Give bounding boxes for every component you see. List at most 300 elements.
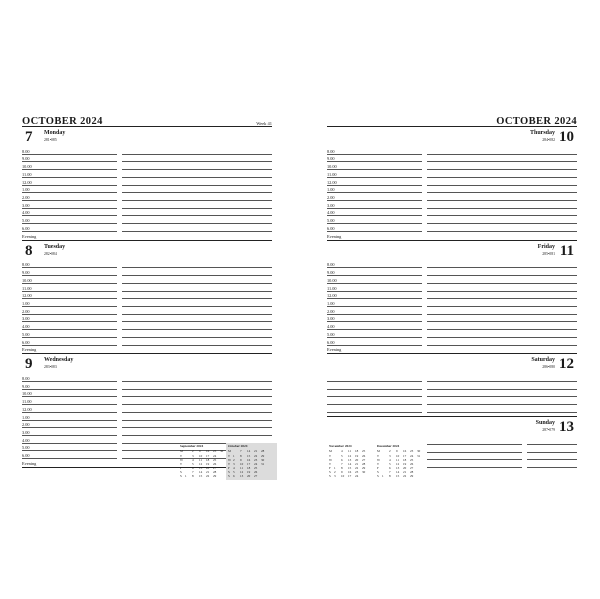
mini-calendar-november [329,444,376,479]
day-header [327,127,577,147]
calendar-day: 30 [362,470,366,475]
day-of-year: 283•083 [44,365,57,370]
time-label: 10.00 [327,164,337,170]
calendar-day: 29 [213,474,217,479]
calendar-day: 10 [341,474,345,479]
calendar-day: 11 [199,457,203,462]
calendar-day: 31 [417,453,421,458]
time-label: 2.00 [22,422,30,428]
day-of-year: 281•085 [44,138,57,142]
calendar-day: 23 [355,470,359,475]
note-line [427,445,577,453]
calendar-day: 16 [206,449,210,454]
calendar-day: 5 [389,461,391,466]
weekday-letter: T [228,461,230,466]
time-label: 4.00 [22,324,30,330]
time-slot-row [22,232,272,240]
calendar-day: 20 [247,474,251,479]
time-slot-row [327,209,577,217]
time-slot-row [22,346,272,354]
time-label: 11.00 [327,285,337,291]
calendar-day: 2 [334,470,336,475]
time-slot-row [327,232,577,240]
calendar-day: 9 [341,470,343,475]
calendar-day: 15 [199,474,203,479]
weekday-letter: W [377,457,381,462]
time-slot-row [327,330,577,338]
calendar-day: 22 [254,453,258,458]
right-page [327,100,577,471]
time-label: 9.00 [327,156,335,162]
day-name: Monday [44,130,66,136]
calendar-day: 5 [341,453,343,458]
time-slots [22,261,272,354]
time-label: 12.00 [327,179,337,185]
weekday-letter: M [329,449,332,454]
time-slot-row [22,193,272,201]
time-slot-row [22,201,272,209]
weekday-letter: T [329,461,331,466]
calendar-day: 12 [396,461,400,466]
day-number: 7 [25,129,33,145]
time-label: 11.00 [22,399,32,405]
weekday-letter: T [180,461,182,466]
time-label: 12.00 [22,293,32,299]
calendar-day: 3 [389,453,391,458]
time-slot-row [327,276,577,284]
calendar-day: 3 [233,461,235,466]
mini-calendar-grid [329,449,376,478]
time-slot-row [327,162,577,170]
time-label: 5.00 [327,331,335,337]
day-block [22,127,272,241]
calendar-day: 15 [247,453,251,458]
time-slot-row [22,397,272,405]
calendar-day: 8 [341,466,343,471]
mini-calendar-grid [228,449,275,478]
day-header [22,354,272,374]
day-header [327,417,577,437]
calendar-day: 11 [348,449,352,454]
calendar-day: 13 [199,466,203,471]
weekday-letter: W [329,457,333,462]
calendar-day: 19 [247,470,251,475]
time-slot-row [22,390,272,398]
calendar-day: 26 [213,461,217,466]
day-header [327,241,577,261]
calendar-day: 30 [417,449,421,454]
time-label: 8.00 [22,148,30,154]
mini-calendar-september [180,444,227,479]
weekday-letter: F [228,466,230,471]
calendar-day: 28 [213,470,217,475]
time-slot-row [327,178,577,186]
calendar-day: 21 [403,470,407,475]
time-slots [327,147,577,240]
weekday-letter: F [329,466,331,471]
note-line [327,382,577,390]
day-block [327,241,577,355]
calendar-day: 8 [389,474,391,479]
time-label: 6.00 [22,225,30,231]
calendar-day: 11 [396,457,400,462]
calendar-day: 25 [213,457,217,462]
time-label: 5.00 [22,218,30,224]
time-label: 3.00 [22,316,30,322]
time-label: 6.00 [327,225,335,231]
note-line [327,405,577,413]
day-name: Sunday [535,420,555,427]
day-number: 8 [25,242,33,259]
weekday-letter: M [180,449,183,454]
time-label: 10.00 [327,277,337,283]
calendar-day: 7 [341,461,343,466]
day-header [327,354,577,374]
calendar-day: 24 [254,461,258,466]
calendar-day: 9 [199,449,201,454]
time-slot-row [327,170,577,178]
time-slot-row [22,307,272,315]
calendar-day: 27 [410,466,414,471]
calendar-day: 30 [261,457,265,462]
calendar-day: 2 [233,457,235,462]
calendar-day [362,474,369,478]
time-slot-row [22,330,272,338]
mini-calendar-grid [180,449,227,478]
time-slot-row [327,299,577,307]
time-slot-row [22,315,272,323]
calendar-day [261,474,268,478]
time-slot-row [22,338,272,346]
calendar-day: 19 [403,461,407,466]
calendar-day: 12 [240,470,244,475]
calendar-day: 12 [348,453,352,458]
time-slot-row [327,216,577,224]
calendar-day [369,474,376,478]
time-label: 1.00 [327,187,335,193]
calendar-day: 24 [355,474,359,479]
calendar-day: 6 [192,466,194,471]
time-label: 8.00 [327,148,335,154]
time-slot-row [22,155,272,163]
day-of-year: 286•080 [542,365,555,370]
calendar-day: 17 [206,453,210,458]
day-block [22,241,272,355]
time-slot-row [22,224,272,232]
calendar-day: 22 [403,474,407,479]
month-title: OCTOBER 2024 [22,116,103,127]
time-slot-row [22,261,272,269]
calendar-day: 7 [240,449,242,454]
calendar-day: 16 [403,449,407,454]
calendar-day: 6 [233,474,235,479]
time-slot-row [327,292,577,300]
left-page [22,100,272,471]
time-slot-row [327,201,577,209]
time-label: 5.00 [22,445,30,451]
time-label: 3.00 [327,202,335,208]
calendar-day: 8 [192,474,194,479]
calendar-day: 29 [362,466,366,471]
time-label: 11.00 [327,171,337,177]
time-label: 10.00 [22,164,32,170]
time-label: 3.00 [22,430,30,435]
weekday-letter: T [180,453,182,458]
day-name: Wednesday [44,357,74,364]
calendar-day: 6 [389,466,391,471]
mini-calendar-october [226,443,277,480]
weekday-letter: S [377,474,379,479]
calendar-day: 27 [213,466,217,471]
time-label: 8.00 [327,262,335,268]
day-name: Tuesday [44,243,66,250]
time-label: 9.00 [22,156,30,162]
note-line [427,437,577,445]
calendar-day: 26 [410,461,414,466]
time-label: 10.00 [22,391,32,397]
note-line [427,453,577,461]
calendar-day: 22 [206,474,210,479]
month-title: OCTOBER 2024 [496,116,577,127]
time-slot-row [22,162,272,170]
weekday-letter: S [180,474,182,479]
calendar-day: 10 [396,453,400,458]
calendar-day: 19 [206,461,210,466]
calendar-day: 10 [199,453,203,458]
weekday-letter: W [180,457,184,462]
time-label: 9.00 [22,270,30,276]
time-label: 1.00 [22,187,30,193]
calendar-day: 13 [348,457,352,462]
calendar-day: 23 [254,457,258,462]
calendar-day: 1 [185,474,187,479]
calendar-day: 19 [355,453,359,458]
calendar-day: 29 [261,453,265,458]
time-slot-row [327,224,577,232]
calendar-day: 1 [382,474,384,479]
weekday-letter: F [180,466,182,471]
time-slot-row [22,292,272,300]
calendar-day: 15 [348,466,352,471]
time-label: 12.00 [22,179,32,185]
weekday-letter: S [329,470,331,475]
time-slot-row [22,178,272,186]
calendar-day: 17 [403,453,407,458]
time-label: 12.00 [327,293,337,299]
time-label: 2.00 [22,308,30,314]
weekday-letter: S [329,474,331,479]
weekday-letter: W [228,457,232,462]
calendar-day: 4 [192,457,194,462]
weekday-letter: F [377,466,379,471]
time-label: 2.00 [22,195,30,201]
calendar-day: 4 [341,449,343,454]
note-lines [327,374,577,413]
day-number: 10 [559,129,574,145]
calendar-day: 21 [355,461,359,466]
day-name: Friday [537,243,555,250]
calendar-day: 15 [396,474,400,479]
time-label: 5.00 [327,218,335,224]
time-label: 6.00 [22,339,30,345]
time-slot-row [22,428,272,436]
calendar-day: 20 [403,466,407,471]
note-line [427,460,577,468]
time-slots [22,147,272,240]
time-slot-row [327,186,577,194]
time-label: Evening [22,233,37,239]
time-slot-row [327,338,577,346]
time-slot-row [22,374,272,382]
weekday-letter: S [228,470,230,475]
time-label: 12.00 [22,406,32,412]
day-block [327,354,577,417]
calendar-day: 18 [403,457,407,462]
calendar-day: 28 [261,449,265,454]
day-name: Saturday [531,357,555,364]
time-slot-row [327,346,577,354]
calendar-day [417,474,424,478]
time-slot-row [22,421,272,429]
calendar-day: 14 [348,461,352,466]
calendar-day: 4 [233,466,235,471]
note-line [327,390,577,398]
time-label: Evening [327,233,342,239]
calendar-day: 31 [261,461,265,466]
weekday-letter: T [228,453,230,458]
time-label: 1.00 [22,414,30,420]
calendar-day: 18 [355,449,359,454]
calendar-day: 3 [334,474,336,479]
calendar-day: 13 [240,474,244,479]
calendar-day: 3 [192,453,194,458]
note-line [327,374,577,382]
calendar-day: 14 [199,470,203,475]
time-label: 4.00 [327,324,335,330]
weekday-letter: S [228,474,230,479]
calendar-day: 25 [410,457,414,462]
time-label: 5.00 [22,331,30,337]
calendar-day: 7 [389,470,391,475]
calendar-day: 18 [206,457,210,462]
calendar-day: 7 [192,470,194,475]
time-label: 2.00 [327,308,335,314]
day-of-year: 282•084 [44,251,57,256]
time-slot-row [22,382,272,390]
calendar-day: 5 [233,470,235,475]
time-label: 9.00 [327,270,335,276]
calendar-day: 2 [389,449,391,454]
time-slot-row [327,268,577,276]
time-slot-row [22,413,272,421]
time-slot-row [22,322,272,330]
time-slot-row [22,186,272,194]
day-header [22,241,272,261]
time-slot-row [327,315,577,323]
time-label: 10.00 [22,277,32,283]
time-slot-row [22,216,272,224]
calendar-day: 1 [233,453,235,458]
calendar-day: 29 [410,474,414,479]
calendar-day: 18 [247,466,251,471]
calendar-day: 21 [254,449,258,454]
calendar-day: 23 [410,449,414,454]
calendar-day: 23 [213,449,217,454]
day-number: 13 [559,419,574,436]
time-slot-row [22,284,272,292]
time-slot-row [327,322,577,330]
weekday-letter: M [377,449,380,454]
calendar-day: 22 [355,466,359,471]
time-label: 3.00 [327,316,335,322]
page-header [327,100,577,127]
weekday-letter: T [377,461,379,466]
calendar-day: 25 [254,466,258,471]
calendar-day: 26 [254,470,258,475]
calendar-day: 14 [247,449,251,454]
time-label: Evening [22,347,37,353]
calendar-day: 6 [341,457,343,462]
weekday-letter: T [377,453,379,458]
day-header [22,127,272,147]
note-line [327,397,577,405]
calendar-day: 2 [192,449,194,454]
day-block [327,127,577,241]
day-number: 11 [559,242,574,259]
calendar-day: 28 [410,470,414,475]
mini-calendar-title: November 2024 [329,444,352,448]
time-label: 11.00 [22,285,32,291]
calendar-day: 4 [389,457,391,462]
time-slot-row [22,170,272,178]
day-number: 9 [25,356,33,373]
time-label: 4.00 [22,210,30,216]
calendar-day: 9 [240,457,242,462]
time-label: 6.00 [22,453,30,459]
mini-calendar-title: October 2024 [228,444,248,448]
time-label: 2.00 [327,195,335,201]
day-of-year: 284•082 [542,138,555,142]
mini-calendar-title: December 2024 [377,444,400,448]
calendar-day: 30 [220,449,224,454]
page-header [22,100,272,127]
calendar-day: 13 [396,466,400,471]
time-slot-row [327,147,577,155]
calendar-day: 11 [240,466,244,471]
calendar-day: 20 [206,466,210,471]
calendar-day: 10 [240,461,244,466]
weekday-letter: T [329,453,331,458]
time-slot-row [22,268,272,276]
time-slot-row [327,284,577,292]
time-label: 1.00 [22,300,30,306]
calendar-day: 16 [348,470,352,475]
calendar-day: 25 [362,449,366,454]
calendar-day: 8 [240,453,242,458]
weekday-letter: M [228,449,231,454]
calendar-day: 9 [396,449,398,454]
time-label: 4.00 [327,210,335,216]
weekday-letter: S [180,470,182,475]
calendar-day: 24 [410,453,414,458]
time-label: 8.00 [22,375,30,381]
calendar-day: 26 [362,453,366,458]
time-label: 4.00 [22,437,30,443]
time-label: 8.00 [22,262,30,268]
time-slot-row [327,261,577,269]
mini-calendar-title: September 2024 [180,444,204,448]
time-slot-row [22,405,272,413]
